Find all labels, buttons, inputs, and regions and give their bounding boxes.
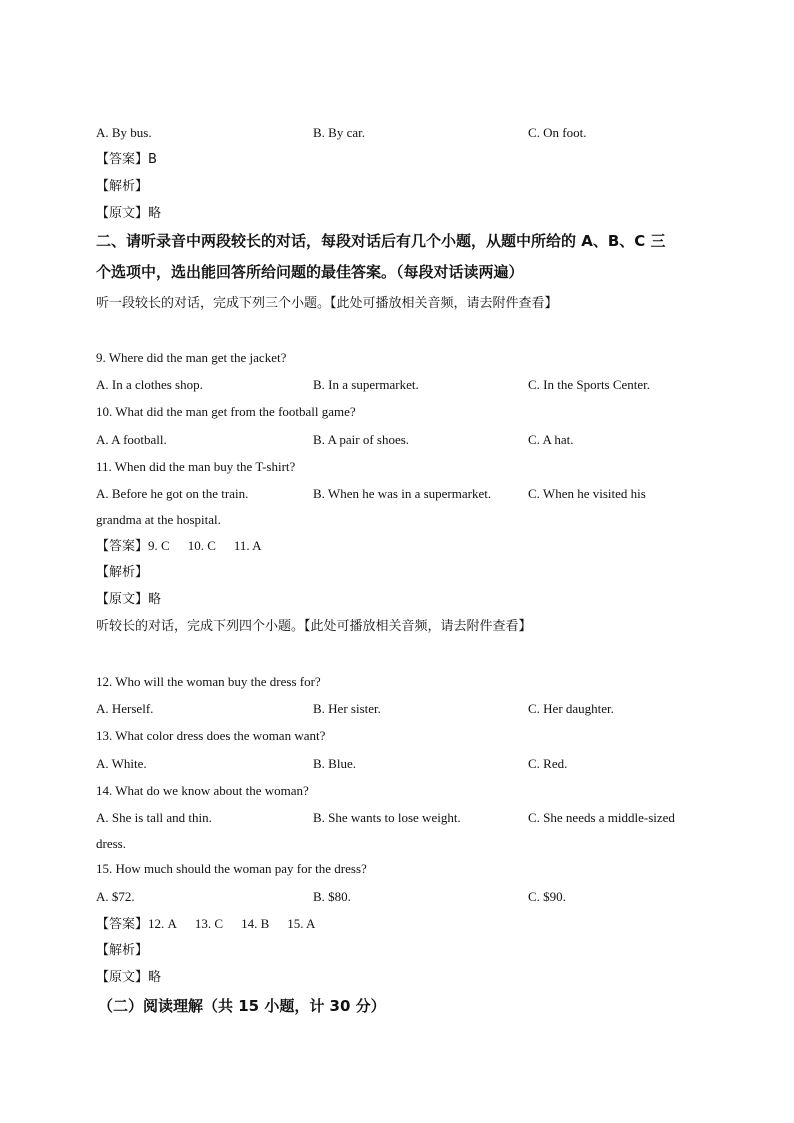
q12-option-b: B. Her sister. [313,701,381,716]
dialog2-intro: 听较长的对话，完成下列四个小题。【此处可播放相关音频，请去附件查看】 [96,619,532,634]
q13-option-b: B. Blue. [313,756,356,771]
answer-item: 15. A [287,916,316,931]
q10-question: 10. What did the man get from the football game? [96,404,356,419]
answer-label: 【答案】 [96,917,149,932]
q14-option-a: A. She is tall and thin. [96,810,212,825]
q9-option-b: B. In a supermarket. [313,377,419,392]
q13-question: 13. What color dress does the woman want? [96,728,326,743]
analysis-9-11: 【解析】 [96,565,149,580]
q13-option-c: C. Red. [528,756,568,771]
original-9-11: 【原文】略 [96,592,162,607]
dialog1-intro: 听一段较长的对话，完成下列三个小题。【此处可播放相关音频，请去附件查看】 [96,296,558,311]
q15-option-c: C. $90. [528,889,566,904]
answer-label: 【答案】 [96,539,149,554]
q8-option-c: C. On foot. [528,125,587,140]
answer-item: 14. B [241,916,270,931]
q8-answer: 【答案】B [96,152,157,167]
q10-option-a: A. A football. [96,432,167,447]
q15-option-a: A. $72. [96,889,135,904]
q11-option-c-continuation: grandma at the hospital. [96,512,221,527]
q11-option-a: A. Before he got on the train. [96,486,249,501]
q14-option-c-continuation: dress. [96,836,126,851]
q10-option-b: B. A pair of shoes. [313,432,410,447]
q9-option-a: A. In a clothes shop. [96,377,203,392]
q8-analysis: 【解析】 [96,179,149,194]
q11-question: 11. When did the man buy the T-shirt? [96,459,296,474]
q8-original: 【原文】略 [96,206,162,221]
answer-12-15 [96,916,333,933]
q8-option-a: A. By bus. [96,125,152,140]
q11-option-c: C. When he visited his [528,486,646,501]
q15-question: 15. How much should the woman pay for the dress? [96,861,367,876]
q13-option-a: A. White. [96,756,147,771]
q14-option-c: C. She needs a middle-sized [528,810,675,825]
q14-option-b: B. She wants to lose weight. [313,810,461,825]
answer-item: 12. A [148,916,177,931]
q9-option-c: C. In the Sports Center. [528,377,651,392]
original-12-15: 【原文】略 [96,970,162,985]
analysis-12-15: 【解析】 [96,943,149,958]
q10-option-c: C. A hat. [528,432,574,447]
q9-question: 9. Where did the man get the jacket? [96,350,287,365]
q12-question: 12. Who will the woman buy the dress for? [96,674,321,689]
reading-section-heading: （二）阅读理解（共 15 小题，计 30 分） [98,997,386,1015]
answer-item: 11. A [233,538,262,553]
q12-option-a: A. Herself. [96,701,154,716]
section2-heading-line2: 个选项中，选出能回答所给问题的最佳答案。（每段对话读两遍） [96,263,524,281]
q11-option-b: B. When he was in a supermarket. [313,486,492,501]
answer-9-11 [96,538,280,555]
q8-option-b: B. By car. [313,125,365,140]
q12-option-c: C. Her daughter. [528,701,614,716]
q14-question: 14. What do we know about the woman? [96,783,309,798]
section2-heading-line1: 二、请听录音中两段较长的对话，每段对话后有几个小题，从题中所给的 A、B、C 三 [96,232,666,250]
answer-item: 9. C [148,538,170,553]
answer-item: 10. C [187,538,216,553]
q15-option-b: B. $80. [313,889,351,904]
answer-item: 13. C [194,916,224,931]
